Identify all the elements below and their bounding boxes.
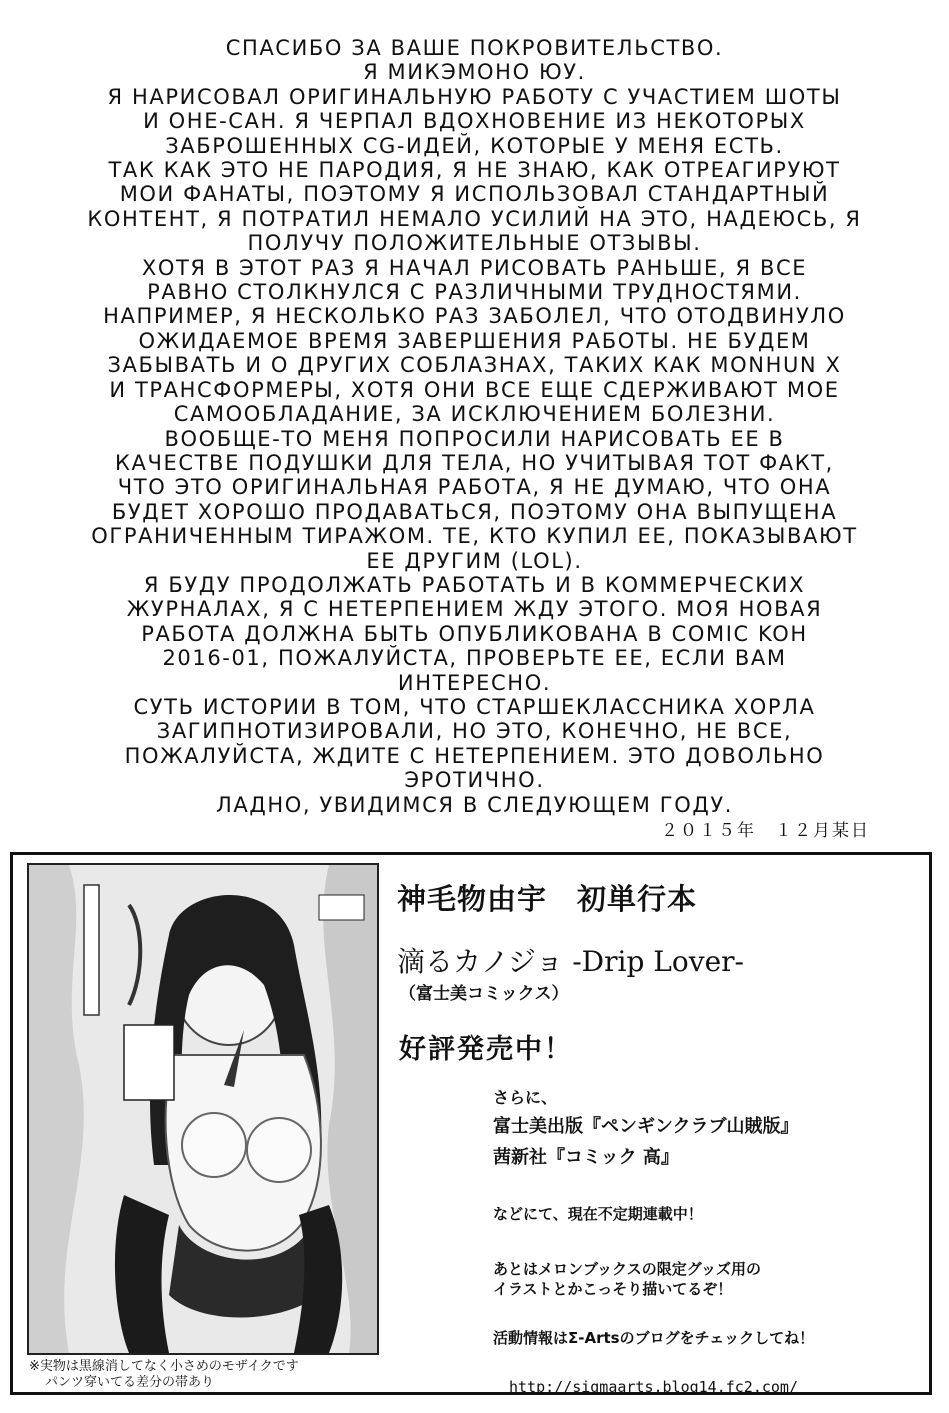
- afterword-line: И ТРАНСФОРМЕРЫ, ХОТЯ ОНИ ВСЕ ЕЩЕ СДЕРЖИВАЮТ МОЕ: [109, 377, 840, 402]
- serial-magazine-2: 茜新社『コミック 高』: [493, 1147, 679, 1168]
- book-title: 滴るカノジョ -Drip Lover-: [397, 945, 744, 978]
- also-label: さらに、: [493, 1088, 558, 1107]
- afterword-line: СУТЬ ИСТОРИИ В ТОМ, ЧТО СТАРШЕКЛАССНИКА ХОРЛА: [133, 694, 816, 719]
- afterword-line: ЗАБЫВАТЬ И О ДРУГИХ СОБЛАЗНАХ, ТАКИХ КАК MONHUN X: [107, 353, 842, 378]
- afterword-line: ВООБЩЕ-ТО МЕНЯ ПОПРОСИЛИ НАРИСОВАТЬ ЕЕ В: [164, 426, 785, 451]
- blog-note: 活動情報はΣ-Artsのブログをチェックしてね！: [493, 1329, 815, 1347]
- cover-note-line: ※実物は黒線消してなく小さめのモザイクです: [29, 1359, 299, 1374]
- afterword-line: ЖУРНАЛАХ, Я С НЕТЕРПЕНИЕМ ЖДУ ЭТОГО. МОЯ НОВАЯ: [126, 597, 823, 622]
- afterword-line: ЭРОТИЧНО.: [404, 768, 545, 793]
- afterword-line: ЗАБРОШЕННЫХ CG-ИДЕЙ, КОТОРЫЕ У МЕНЯ ЕСТЬ.: [165, 133, 784, 158]
- afterword-line: ХОТЯ В ЭТОТ РАЗ Я НАЧАЛ РИСОВАТЬ РАНЬШЕ, Я ВСЕ: [141, 255, 808, 280]
- afterword-line: ПОЛУЧУ ПОЛОЖИТЕЛЬНЫЕ ОТЗЫВЫ.: [247, 231, 702, 256]
- afterword-line: ОЖИДАЕМОЕ ВРЕМЯ ЗАВЕРШЕНИЯ РАБОТЫ. НЕ БУДЕМ: [138, 328, 811, 353]
- afterword-line: РАВНО СТОЛКНУЛСЯ С РАЗЛИЧНЫМИ ТРУДНОСТЯМИ.: [147, 280, 802, 305]
- afterword-text: [60, 36, 889, 817]
- afterword-line: КАЧЕСТВЕ ПОДУШКИ ДЛЯ ТЕЛА, НО УЧИТЫВАЯ ТОТ ФАКТ,: [115, 450, 834, 475]
- afterword-date: ２０１５年 １２月某日: [661, 821, 870, 841]
- afterword-line: НАПРИМЕР, Я НЕСКОЛЬКО РАЗ ЗАБОЛЕЛ, ЧТО ОТОДВИНУЛО: [103, 304, 846, 329]
- afterword-line: САМООБЛАДАНИЕ, ЗА ИСКЛЮЧЕНИЕМ БОЛЕЗНИ.: [173, 402, 776, 427]
- publisher-label: （富士美コミックス）: [399, 984, 569, 1004]
- afterword-line: БУДЕТ ХОРОШО ПРОДАВАТЬСЯ, ПОЭТОМУ ОНА ВЫПУЩЕНА: [111, 499, 838, 524]
- afterword-line: ТАК КАК ЭТО НЕ ПАРОДИЯ, Я НЕ ЗНАЮ, КАК ОТРЕАГИРУЮТ: [108, 158, 841, 183]
- afterword-line: Я НАРИСОВАЛ ОРИГИНАЛЬНУЮ РАБОТУ С УЧАСТИЕМ ШОТЫ: [107, 84, 842, 109]
- book-info: [397, 855, 917, 1396]
- afterword-line: ОГРАНИЧЕННЫМ ТИРАЖОМ. ТЕ, КТО КУПИЛ ЕЕ, ПОКАЗЫВАЮТ: [91, 524, 858, 549]
- afterword-line: Я МИКЭМОНО ЮУ.: [363, 60, 586, 85]
- cover-illustration: [29, 865, 377, 1353]
- on-sale-label: 好評発売中！: [399, 1034, 573, 1065]
- afterword-line: ИНТЕРЕСНО.: [397, 670, 552, 695]
- melonbooks-line: イラストとかこっそり描いてるぞ！: [493, 1280, 733, 1298]
- serial-magazine-1: 富士美出版『ペンギンクラブ山賊版』: [493, 1116, 799, 1137]
- afterword-line: МОИ ФАНАТЫ, ПОЭТОМУ Я ИСПОЛЬЗОВАЛ СТАНДАРТНЫЙ: [119, 182, 830, 207]
- afterword-line: ЗАГИПНОТИЗИРОВАЛИ, НО ЭТО, КОНЕЧНО, НЕ ВСЕ,: [156, 719, 793, 744]
- author-heading: 神毛物由宇 初単行本: [397, 882, 698, 916]
- afterword-line: СПАСИБО ЗА ВАШЕ ПОКРОВИТЕЛЬСТВО.: [225, 36, 724, 60]
- afterword-line: Я БУДУ ПРОДОЛЖАТЬ РАБОТАТЬ И В КОММЕРЧЕСКИХ: [143, 572, 806, 597]
- cover-note-line: パンツ穿いてる差分の帯あり: [45, 1375, 215, 1390]
- blog-url: http://sigmaarts.blog14.fc2.com/: [509, 1378, 798, 1396]
- afterword-line: ЧТО ЭТО ОРИГИНАЛЬНАЯ РАБОТА, Я НЕ ДУМАЮ, ЧТО ОНА: [117, 475, 832, 500]
- afterword-line: РАБОТА ДОЛЖНА БЫТЬ ОПУБЛИКОВАНА В COMIC KOH: [141, 621, 808, 646]
- afterword-line: И ОНЕ-САН. Я ЧЕРПАЛ ВДОХНОВЕНИЕ ИЗ НЕКОТОРЫХ: [143, 109, 806, 134]
- melonbooks-line: あとはメロンブックスの限定グッズ用の: [493, 1260, 762, 1278]
- afterword-line: КОНТЕНТ, Я ПОТРАТИЛ НЕМАЛО УСИЛИЙ НА ЭТО, НАДЕЮСЬ, Я: [87, 206, 862, 231]
- afterword-line: ПОЖАЛУЙСТА, ЖДИТЕ С НЕТЕРПЕНИЕМ. ЭТО ДОВОЛЬНО: [124, 743, 825, 768]
- afterword-line: 2016-01, ПОЖАЛУЙСТА, ПРОВЕРЬТЕ ЕЕ, ЕСЛИ ВАМ: [162, 646, 787, 671]
- book-advertisement: [10, 852, 932, 1395]
- cover-note: [29, 1359, 389, 1391]
- book-cover-image: [27, 863, 379, 1355]
- afterword-line: ЕЕ ДРУГИМ (LOL).: [366, 548, 583, 573]
- afterword-line: ЛАДНО, УВИДИМСЯ В СЛЕДУЮЩЕМ ГОДУ.: [215, 792, 734, 817]
- serial-status: などにて、現在不定期連載中！: [493, 1205, 703, 1223]
- melonbooks-note: [493, 1259, 761, 1299]
